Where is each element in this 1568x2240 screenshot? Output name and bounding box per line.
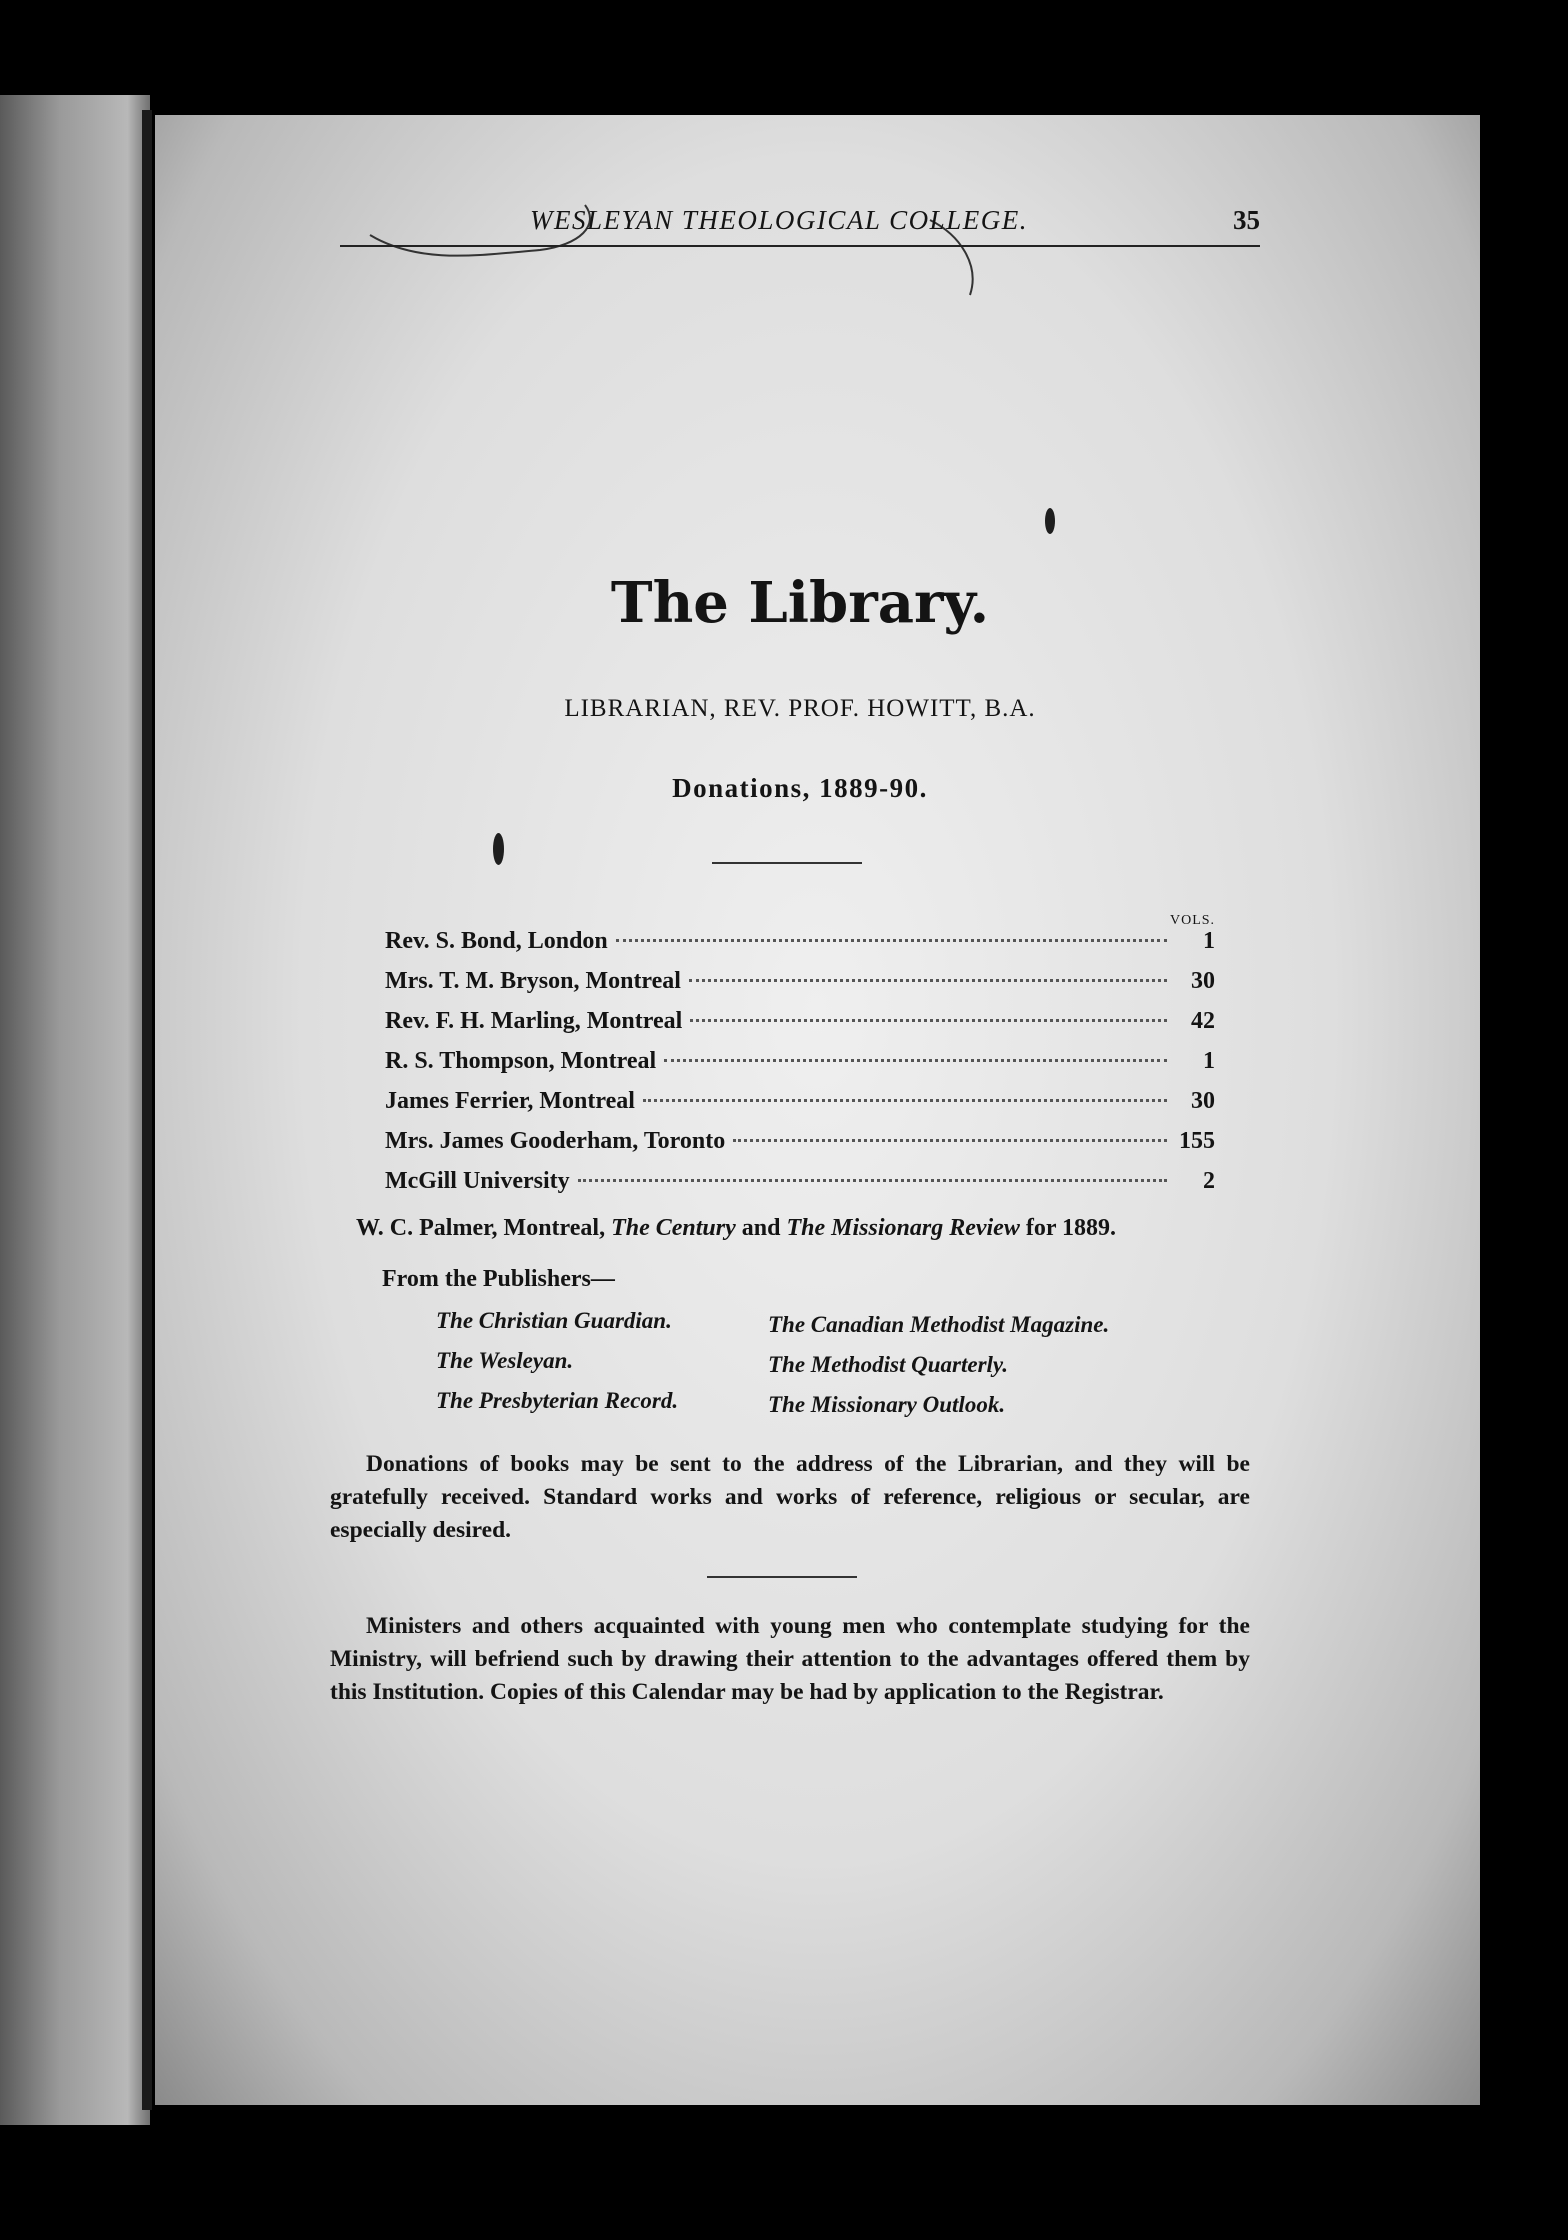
palmer-title-1: The Century [611, 1215, 736, 1241]
leader-dots [689, 979, 1167, 982]
donor-vols: 30 [1191, 968, 1215, 994]
publication: The Christian Guardian. [436, 1308, 672, 1333]
vols-column-label: VOLS. [1170, 913, 1216, 928]
leader-dots [616, 939, 1167, 942]
leader-dots [643, 1099, 1167, 1102]
ministers-paragraph: Ministers and others acquainted with young men who contemplate studying for the Ministry, will befriend such by drawing their attention to the advantages offered them by this Institution. Copies of this Calendar may be had by application to the Registrar. [330, 1613, 1250, 1705]
palmer-donation [356, 1215, 1116, 1242]
running-head [340, 195, 1260, 247]
donor-row [385, 1008, 1215, 1044]
donor-vols: 155 [1179, 1128, 1215, 1154]
donations-heading: Donations, 1889-90. [672, 773, 928, 803]
palmer-title-2: The Missionarg Review [786, 1215, 1020, 1241]
college-name: WESLEYAN THEOLOGICAL COLLEGE. [530, 205, 1028, 235]
leader-dots [690, 1019, 1167, 1022]
donor-vols: 30 [1191, 1088, 1215, 1114]
donor-name: Rev. S. Bond, London [385, 928, 608, 954]
palmer-and: and [741, 1215, 781, 1241]
librarian-line: LIBRARIAN, REV. PROF. HOWITT, B.A. [564, 695, 1036, 722]
publication: The Wesleyan. [436, 1348, 574, 1373]
publication: The Canadian Methodist Magazine. [768, 1312, 1110, 1337]
ink-mark [493, 833, 504, 865]
divider [707, 1576, 857, 1578]
donor-name: Rev. F. H. Marling, Montreal [385, 1008, 683, 1034]
publication: The Presbyterian Record. [436, 1388, 679, 1413]
palmer-suffix: for 1889. [1025, 1215, 1117, 1241]
donor-row [385, 1128, 1215, 1164]
leader-dots [578, 1179, 1167, 1182]
publication: The Missionary Outlook. [768, 1392, 1006, 1417]
donations-paragraph: Donations of books may be sent to the address of the Librarian, and they will be gratefully received. Standard works and works of reference, religious or secular, are especially desired. [330, 1451, 1250, 1543]
publishers-label: From the Publishers— [382, 1266, 615, 1292]
donor-row [385, 928, 1215, 964]
donor-name: James Ferrier, Montreal [385, 1088, 635, 1114]
page-number: 35 [1233, 205, 1260, 235]
donor-row [385, 1088, 1215, 1124]
donor-name: Mrs. James Gooderham, Toronto [385, 1128, 726, 1154]
ink-mark [1045, 508, 1055, 534]
donor-row [385, 1048, 1215, 1084]
donor-name: McGill University [385, 1168, 570, 1194]
leader-dots [733, 1139, 1167, 1142]
leader-dots [664, 1059, 1167, 1062]
donor-vols: 2 [1203, 1168, 1215, 1194]
section-title: The Library. [610, 570, 990, 636]
donor-name: Mrs. T. M. Bryson, Montreal [385, 968, 681, 994]
publication: The Methodist Quarterly. [768, 1352, 1009, 1377]
donor-row [385, 968, 1215, 1004]
palmer-prefix: W. C. Palmer, Montreal, [356, 1215, 606, 1241]
donor-vols: 42 [1191, 1008, 1215, 1034]
donor-vols: 1 [1203, 1048, 1215, 1074]
donor-vols: 1 [1203, 928, 1215, 954]
divider [712, 862, 862, 864]
donor-name: R. S. Thompson, Montreal [385, 1048, 657, 1074]
donor-row [385, 1168, 1215, 1204]
